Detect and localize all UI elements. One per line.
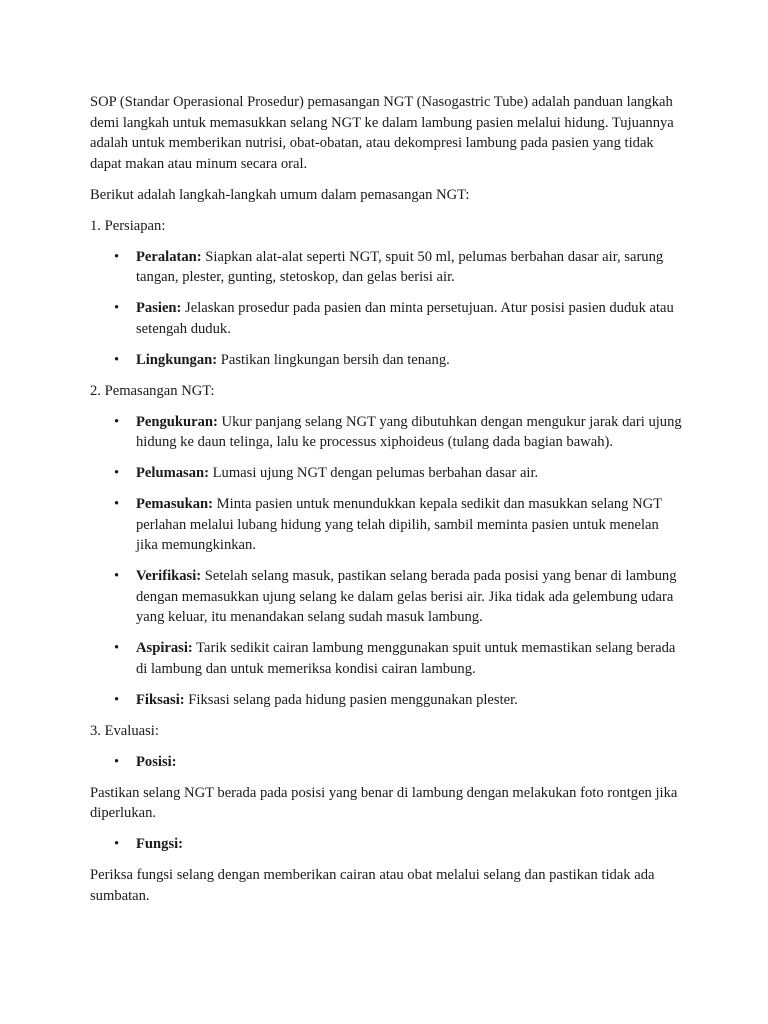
list-item — [90, 350, 682, 371]
list-item — [90, 690, 682, 711]
item-text: Pastikan lingkungan bersih dan tenang. — [217, 351, 450, 368]
bullet-icon: • — [114, 465, 120, 481]
item-term: Verifikasi: — [136, 568, 202, 584]
item-text: Setelah selang masuk, pastikan selang berada pada posisi yang benar di lambung dengan memasukkan ujung selang ke dalam gelas berisi air. Jika tidak ada gelembung udara yang keluar, itu menandakan selang sudah masuk lambung. — [136, 568, 677, 625]
fungsi-paragraph: Periksa fungsi selang dengan memberikan cairan atau obat melalui selang dan pastikan tidak ada sumbatan. — [90, 867, 655, 904]
list-item — [90, 566, 682, 628]
bullet-icon: • — [114, 836, 120, 852]
section-heading-pemasangan: 2. Pemasangan NGT: — [90, 382, 215, 399]
item-text: Siapkan alat-alat seperti NGT, spuit 50 ml, pelumas berbahan dasar air, sarung tangan, plester, gunting, stetoskop, dan gelas berisi air. — [136, 248, 664, 285]
item-text: Jelaskan prosedur pada pasien dan minta persetujuan. Atur posisi pasien duduk atau setengah duduk. — [136, 300, 674, 337]
list-pemasangan — [90, 412, 682, 711]
bullet-icon: • — [114, 351, 120, 368]
item-text: Fiksasi selang pada hidung pasien menggunakan plester. — [184, 691, 518, 708]
list-item — [90, 638, 682, 679]
item-text: Tarik sedikit cairan lambung menggunakan spuit untuk memastikan selang berada di lambung dan untuk memeriksa kondisi cairan lambung. — [136, 640, 676, 677]
bullet-icon: • — [114, 300, 120, 316]
bullet-icon: • — [114, 496, 120, 512]
intro-paragraph: SOP (Standar Operasional Prosedur) pemasangan NGT (Nasogastric Tube) adalah panduan langkah demi langkah untuk memasukkan selang NGT ke dalam lambung pasien melalui hidung. Tujuannya adalah untuk memberikan nutrisi, obat-obatan, atau dekompresi lambung pada pasien yang tidak dapat makan atau minum secara oral. — [90, 94, 674, 172]
item-term: Fungsi: — [136, 836, 184, 852]
item-term: Aspirasi: — [136, 640, 193, 656]
list-item — [90, 412, 682, 453]
item-term: Posisi: — [136, 753, 177, 770]
item-term: Pelumasan: — [136, 465, 209, 481]
item-term: Fiksasi: — [136, 691, 185, 708]
document-page — [90, 92, 682, 917]
item-text: Lumasi ujung NGT dengan pelumas berbahan dasar air. — [208, 465, 539, 481]
section-heading-persiapan: 1. Persiapan: — [90, 217, 166, 234]
bullet-icon: • — [114, 248, 120, 265]
posisi-paragraph: Pastikan selang NGT berada pada posisi yang benar di lambung dengan melakukan foto rontgen jika diperlukan. — [90, 784, 678, 821]
list-evaluasi-fungsi — [90, 834, 682, 855]
bullet-icon: • — [114, 691, 120, 708]
list-persiapan — [90, 247, 682, 371]
list-item — [90, 463, 682, 484]
item-term: Pasien: — [136, 300, 182, 316]
bullet-icon: • — [114, 568, 120, 584]
bullet-icon: • — [114, 753, 120, 770]
section-heading-evaluasi: 3. Evaluasi: — [90, 722, 159, 739]
list-item — [90, 247, 682, 288]
list-item — [90, 298, 682, 339]
item-text: Ukur panjang selang NGT yang dibutuhkan dengan mengukur jarak dari ujung hidung ke daun telinga, lalu ke processus xiphoideus (tulang dada bagian bawah). — [136, 413, 682, 450]
list-item — [90, 834, 682, 855]
item-term: Lingkungan: — [136, 351, 218, 368]
bullet-icon: • — [114, 413, 120, 430]
item-term: Pemasukan: — [136, 496, 214, 512]
lead-paragraph: Berikut adalah langkah-langkah umum dalam pemasangan NGT: — [90, 186, 470, 203]
item-text: Minta pasien untuk menundukkan kepala sedikit dan masukkan selang NGT perlahan melalui lubang hidung yang telah dipilih, sambil meminta pasien untuk menelan jika memungkinkan. — [136, 496, 662, 553]
item-term: Peralatan: — [136, 248, 202, 265]
list-evaluasi-posisi — [90, 752, 682, 773]
list-item — [90, 752, 682, 773]
bullet-icon: • — [114, 640, 120, 656]
item-term: Pengukuran: — [136, 413, 218, 430]
list-item — [90, 494, 682, 556]
